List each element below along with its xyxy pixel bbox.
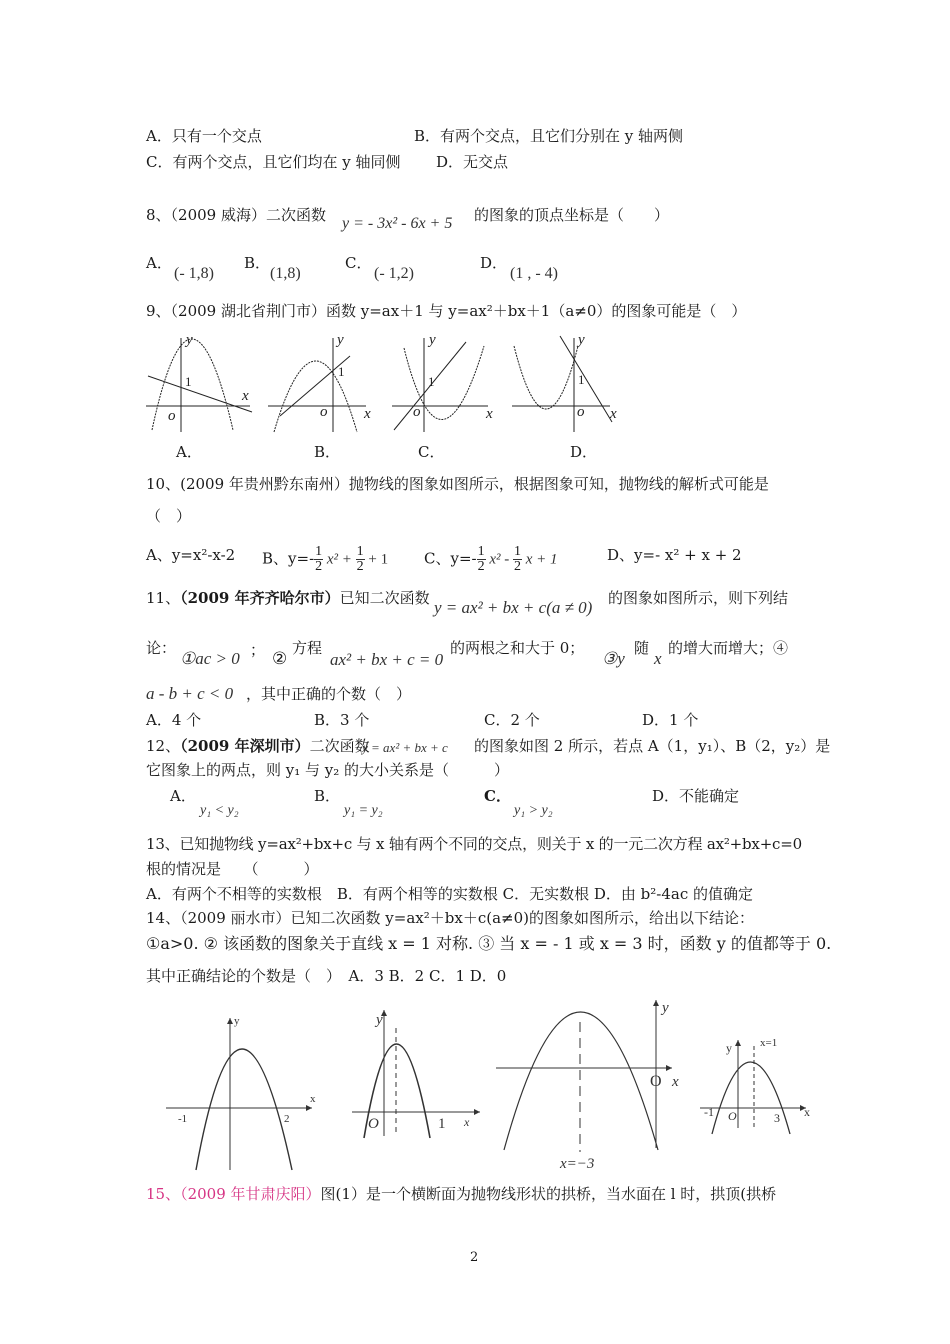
q12-option-c-label: C．	[484, 787, 511, 805]
f4-neg1: -1	[704, 1105, 714, 1119]
q11-option-a: A．4 个	[146, 711, 202, 729]
q11-option-c: C．2 个	[484, 711, 540, 729]
q12-stem-a: 二次函数	[309, 737, 370, 755]
q13-options: A．有两个不相等的实数根 B．有两个相等的实数根 C．无实数根 D．由 b²-4ac 的值确定	[146, 885, 754, 903]
q11-conclusion-3-y: ③y	[602, 649, 625, 668]
q10-b-frac1-den: 2	[315, 559, 323, 574]
f1-x-label: x	[310, 1093, 316, 1105]
q12-formula: y = ax² + bx + c	[362, 740, 448, 755]
q12-option-b-label: B．	[314, 787, 341, 805]
q10-c-frac1-num: 1	[477, 544, 485, 559]
q15-text: 图(1）是一个横断面为抛物线形状的拱桥，当水面在 l 时，拱顶(拱桥	[320, 1185, 777, 1203]
q12-source: （2009 年深圳市）	[180, 737, 310, 755]
q8-option-d: (1 , - 4)	[510, 265, 558, 282]
f1-two: 2	[284, 1113, 290, 1125]
q10-option-b-label: B、y=-	[262, 549, 315, 568]
q9a-x-label: x	[242, 388, 249, 404]
f2-y-label: y	[376, 1012, 383, 1028]
q9c-y-label: y	[429, 332, 436, 348]
q12-option-b: y₁ = y₂	[344, 803, 383, 818]
q9b-x-label: x	[364, 406, 371, 422]
f4-y-label: y	[726, 1041, 732, 1055]
q9d-x-label: x	[610, 406, 617, 422]
q10-paren: （ ）	[146, 507, 192, 525]
q11-separator: ；	[250, 641, 266, 659]
q14-line1: 14、（2009 丽水市）已知二次函数 y=ax²＋bx＋c(a≠0)的图象如图所示，给出以下结论：	[146, 909, 754, 927]
q11-conclusion-2-tail: 的两根之和大于 0；	[450, 639, 585, 657]
q10-b-frac2-num: 1	[356, 544, 364, 559]
q10-option-c: C、y=- $\frac{1}{2}$ x² - $\frac{1}{2}$ x + 1	[424, 544, 558, 574]
q11-line3-tail: ，其中正确的个数（ ）	[246, 685, 412, 703]
page-number: 2	[470, 1250, 479, 1265]
q9-label-c: C．	[418, 443, 445, 461]
q10-option-a: A、y=x²-x-2	[146, 546, 236, 564]
q9-label-a: A．	[176, 443, 202, 461]
q11-conclusion-2-text: 方程	[292, 639, 323, 657]
f4-origin: O	[728, 1109, 737, 1123]
q15-source: （2009 年甘肃庆阳）	[180, 1185, 321, 1203]
q7-option-c: C．有两个交点，且它们均在 y 轴同侧	[146, 153, 401, 171]
q11-conclusion-3-x: x	[654, 649, 662, 668]
q8-tail: 的图象的顶点坐标是（ ）	[474, 206, 670, 224]
q8-formula: y = - 3x² - 6x + 5	[342, 215, 453, 232]
f4-y-arrow	[735, 1040, 741, 1046]
q11-source: （2009 年齐齐哈尔市）	[180, 589, 340, 607]
q9a-y-label: y	[186, 332, 193, 348]
q10-c-frac2-num: 1	[514, 544, 521, 559]
q9a-one: 1	[185, 374, 192, 389]
q9c-x-label: x	[486, 406, 493, 422]
q14-line3: 其中正确结论的个数是（ ） A．3 B．2 C．1 D．0	[146, 967, 507, 985]
q11-conclusion-2-formula: ax² + bx + c = 0	[330, 650, 444, 669]
q10-stem: 10、(2009 年贵州黔东南州）抛物线的图象如图所示，根据图象可知，抛物线的解析式可能是	[146, 475, 769, 493]
f3-symmetry-label: x=−3	[560, 1156, 595, 1172]
q10-c-frac1-den: 2	[477, 559, 485, 574]
q11-conclusion-3-tail: 的增大而增大；④	[668, 639, 789, 657]
f4-symmetry-label: x=1	[760, 1037, 778, 1049]
q9c-one: 1	[428, 374, 435, 389]
f1-parabola	[196, 1049, 292, 1170]
q8-option-a-label: A．	[146, 254, 172, 272]
f3-x-label: x	[672, 1074, 679, 1090]
q11-conclusion-4: a - b + c < 0	[146, 684, 234, 703]
q9a-origin: o	[168, 408, 176, 424]
q9b-origin: o	[320, 404, 328, 420]
q12-number: 12、	[146, 737, 181, 755]
q9b-one: 1	[338, 364, 345, 379]
q11-option-d: D．1 个	[642, 711, 699, 729]
q11-stem-a: 已知二次函数	[339, 589, 430, 607]
f2-x-arrow	[474, 1109, 480, 1115]
q9-label-d: D．	[570, 443, 598, 461]
f4-three: 3	[774, 1111, 780, 1125]
f3-y-label: y	[662, 1000, 669, 1016]
q10-c-frac2-den: 2	[514, 559, 521, 574]
q14-line2: ①a>0. ② 该函数的图象关于直线 x = 1 对称. ③ 当 x = - 1 或 x = 3 时，函数 y 的值都等于 0.	[146, 934, 832, 953]
q9-label-b: B．	[314, 443, 341, 461]
f4-x-label: x	[804, 1105, 810, 1119]
q10-b-frac1-num: 1	[315, 544, 323, 559]
q8-option-b: (1,8)	[270, 265, 301, 282]
q12-option-a-label: A．	[170, 787, 196, 805]
q9-stem: 9、（2009 湖北省荆门市）函数 y=ax＋1 与 y=ax²＋bx＋1（a≠0）的图象可能是（ ）	[146, 302, 747, 320]
f2-origin: O	[368, 1116, 379, 1132]
q10-option-b: B、y=- $\frac{1}{2}$ x² + $\frac{1}{2}$ + 1	[262, 544, 389, 574]
f3-x-arrow	[666, 1065, 672, 1071]
f1-y-arrow	[227, 1018, 233, 1024]
q9c-origin: o	[413, 404, 421, 420]
f1-y-label: y	[234, 1015, 240, 1027]
q10-b-frac2-den: 2	[356, 559, 364, 574]
q11-number: 11、	[146, 589, 181, 607]
q12-line2: 它图象上的两点，则 y₁ 与 y₂ 的大小关系是（ ）	[146, 761, 510, 779]
q12-stem-b: 的图象如图 2 所示，若点 A（1，y₁）、B（2，y₂）是	[474, 737, 831, 755]
q8-option-b-label: B．	[244, 254, 271, 272]
q12-option-c: y₁ > y₂	[514, 803, 553, 818]
q7-option-d: D．无交点	[436, 153, 509, 171]
f1-x-arrow	[306, 1105, 312, 1111]
f2-one: 1	[438, 1116, 446, 1132]
q13-line1: 13、已知抛物线 y=ax²+bx+c 与 x 轴有两个不同的交点，则关于 x 的一元二次方程 ax²+bx+c=0	[146, 835, 802, 853]
q11-stem-b: 的图象如图所示，则下列结	[608, 589, 789, 607]
q8-option-c-label: C．	[345, 254, 372, 272]
q8-stem: 8、（2009 威海）二次函数	[146, 206, 326, 224]
q11-formula: y = ax² + bx + c(a ≠ 0)	[434, 598, 593, 617]
q11-conclusion-1: ①ac > 0	[180, 649, 240, 668]
q10-option-d: D、y=- x² + x + 2	[607, 546, 742, 564]
q11-conclusion-3-text: 随	[634, 639, 650, 657]
q9d-one: 1	[578, 372, 585, 387]
q11-line2-lead: 论：	[146, 639, 177, 657]
q11-option-b: B．3 个	[314, 711, 370, 729]
f3-origin: O	[650, 1073, 662, 1090]
q12-option-a: y₁ < y₂	[200, 803, 239, 818]
q10-option-c-label: C、y=-	[424, 549, 477, 568]
q8-option-a: (- 1,8)	[174, 265, 214, 282]
f2-x-label: x	[464, 1115, 470, 1129]
f3-y-arrow	[653, 1000, 659, 1006]
q12-option-d: D．不能确定	[652, 787, 740, 805]
q8-option-d-label: D．	[480, 254, 508, 272]
q9d-y-label: y	[578, 332, 585, 348]
q13-line2: 根的情况是 （ ）	[146, 860, 319, 878]
q7-option-a: A．只有一个交点	[146, 127, 262, 145]
q8-option-c: (- 1,2)	[374, 265, 414, 282]
q11-conclusion-2-mark: ②	[272, 649, 288, 669]
f3-parabola	[504, 1012, 658, 1150]
f1-neg1: -1	[178, 1113, 188, 1125]
q9d-origin: o	[577, 404, 585, 420]
q15-line	[146, 1184, 776, 1204]
q9b-y-label: y	[337, 332, 344, 348]
q15-number: 15、	[146, 1185, 181, 1203]
q7-option-b: B．有两个交点，且它们分别在 y 轴两侧	[414, 127, 684, 145]
